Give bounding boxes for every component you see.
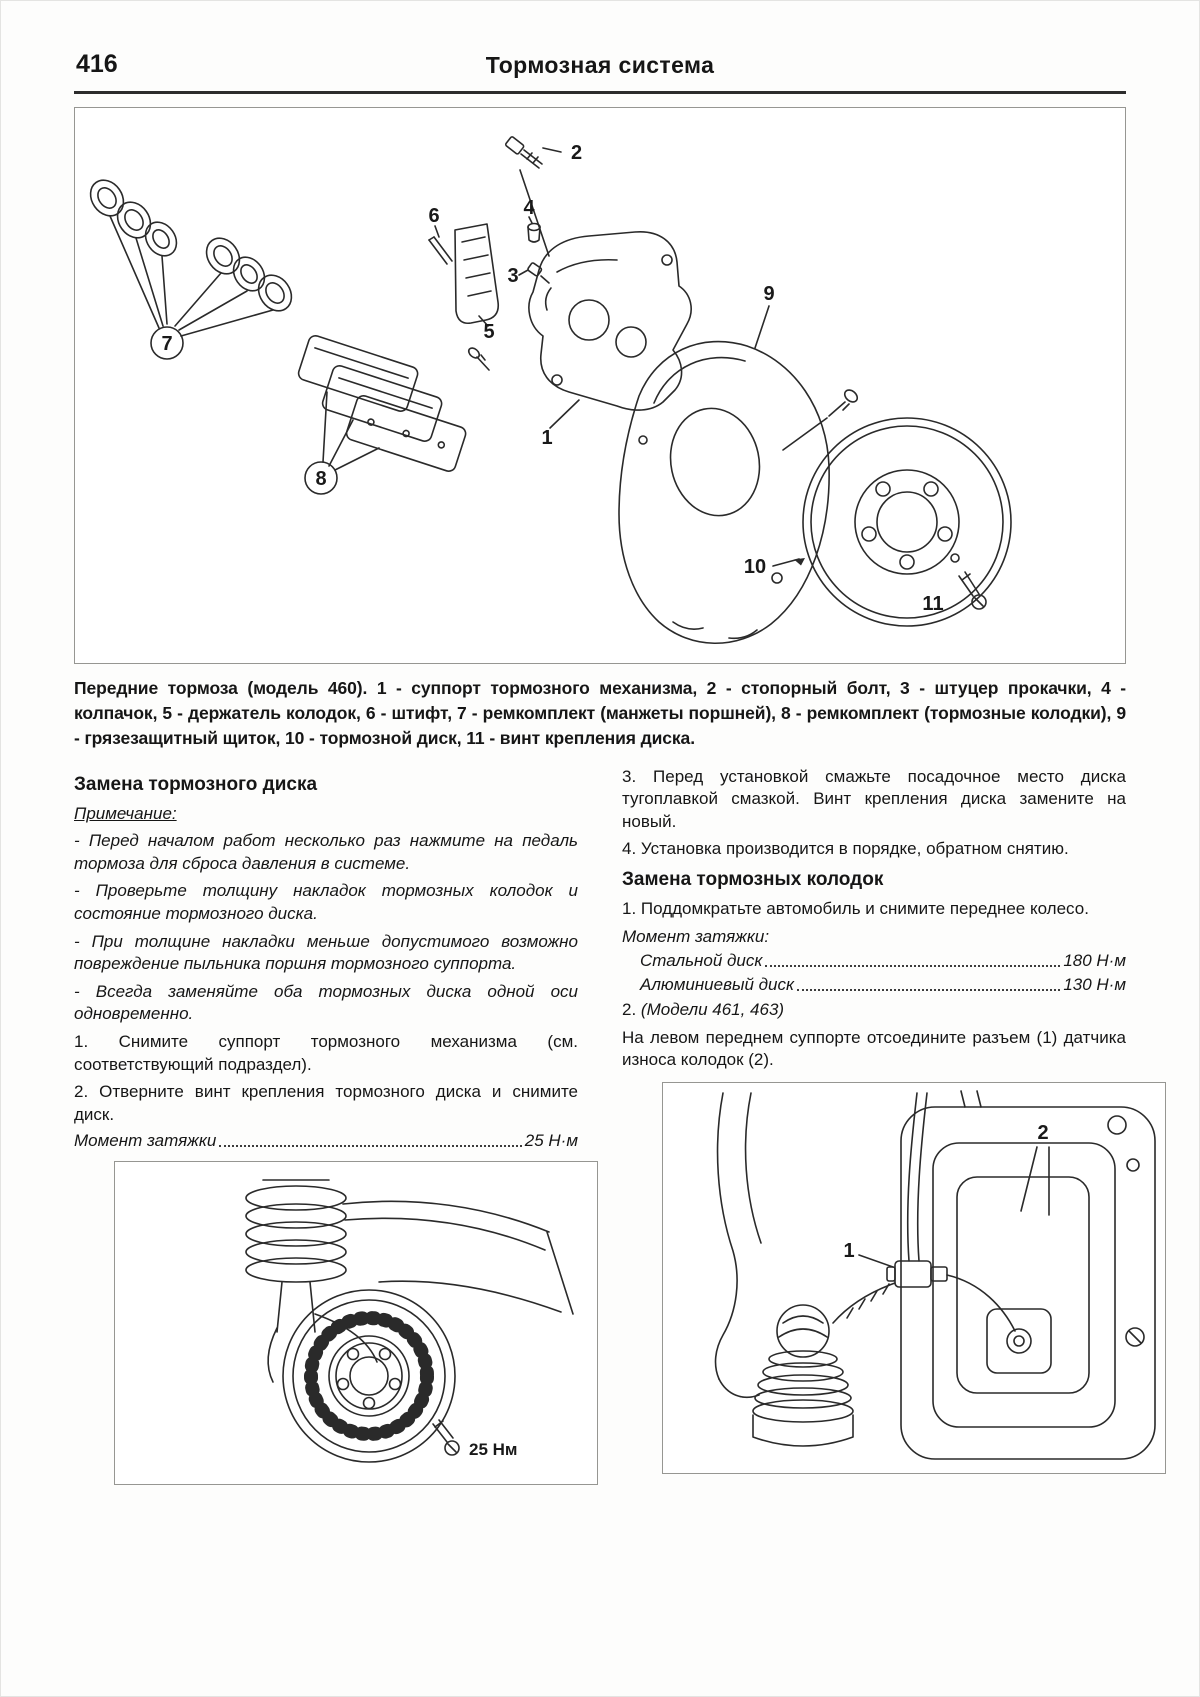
torque-label: Момент затяжки (74, 1131, 217, 1151)
disc-removal-drawing (117, 1164, 595, 1482)
torque-value: 180 Н·м (1063, 951, 1126, 971)
label1-leader (859, 1255, 893, 1267)
coil-spring (246, 1180, 346, 1282)
label2-leader-a (1021, 1147, 1037, 1211)
note-item: - Проверьте толщину накладок тормозных колодок и состояние тормозного диска. (74, 881, 578, 923)
torque-spec-aluminium (622, 975, 1126, 995)
figure1-label-5: 5 (483, 321, 495, 343)
header-rule (74, 91, 1126, 94)
note-item: - Перед началом работ несколько раз нажмите на педаль тормоза для сброса давления в системе. (74, 831, 578, 873)
note-label: Примечание: (74, 803, 177, 823)
two-column-text (74, 766, 1126, 1502)
dot-leader (797, 989, 1060, 991)
page-header (74, 50, 1126, 86)
figure2-torque-label: 25 Нм (469, 1440, 518, 1460)
right-column (622, 766, 1126, 1502)
torque-value: 25 Н·м (524, 1131, 578, 1151)
page-title: Тормозная система (485, 52, 715, 78)
dot-leader (765, 965, 1060, 967)
figure1-label-7: 7 (161, 333, 173, 355)
figure1-label-1: 1 (541, 427, 553, 449)
front-brakes-exploded-drawing (77, 110, 1123, 661)
holder-bolt (467, 346, 489, 370)
wear-sensor-wiring (833, 1093, 1015, 1331)
figure1-label-8: 8 (315, 468, 327, 490)
bleeder-screw (519, 262, 549, 283)
disc-screw (959, 572, 986, 609)
section-heading-pads-replacement: Замена тормозных колодок (622, 868, 884, 890)
figure1-label-9: 9 (763, 283, 775, 305)
figure3-label-1: 1 (843, 1240, 855, 1263)
page-number: 416 (76, 50, 118, 78)
exploded-view-figure (74, 107, 1126, 664)
section-heading-disc-replacement: Замена тормозного диска (74, 773, 318, 795)
figure1-label-11: 11 (922, 593, 944, 615)
step-item: 1. Снимите суппорт тормозного механизма (см. соответствующий подраздел). (74, 1032, 578, 1074)
dot-leader (219, 1145, 521, 1147)
torque-heading: Момент затяжки: (622, 926, 770, 946)
vented-brake-disc (283, 1290, 455, 1462)
splash-shield (619, 306, 829, 643)
step-item: 1. Поддомкратьте автомобиль и снимите переднее колесо. (622, 898, 1089, 918)
step-number: 2. (622, 1000, 637, 1020)
figure1-label-10: 10 (743, 556, 767, 578)
brake-disc (773, 418, 1011, 626)
step-item-models (622, 999, 1126, 1022)
caliper-body (529, 232, 691, 428)
caliper-sensor-figure (662, 1082, 1166, 1474)
caliper-sensor-drawing (665, 1085, 1163, 1471)
step-item: На левом переднем суппорте отсоедините разъем (1) датчика износа колодок (2). (622, 1027, 1126, 1070)
pad-holder (455, 224, 498, 326)
disc-torque-screw (433, 1420, 459, 1455)
caliper-housing (901, 1091, 1155, 1459)
left-column (74, 766, 578, 1502)
step-item: 4. Установка производится в порядке, обратном снятию. (622, 839, 1069, 859)
models-note: (Модели 461, 463) (640, 1000, 785, 1020)
torque-name: Алюминиевый диск (640, 975, 795, 995)
piston-seals-group (84, 174, 298, 359)
figure3-label-2: 2 (1037, 1122, 1049, 1145)
step-item: 3. Перед установкой смажьте посадочное место диска тугоплавкой смазкой. Винт крепления диска замените на новый. (622, 766, 1126, 831)
rubber-boot (753, 1305, 853, 1446)
figure1-label-2: 2 (571, 142, 583, 164)
torque-value: 130 Н·м (1063, 975, 1126, 995)
disc-removal-figure (114, 1161, 598, 1485)
steering-knuckle-arm (716, 1093, 761, 1397)
step-item: 2. Отверните винт крепления тормозного диска и снимите диск. (74, 1082, 578, 1124)
figure1-label-4: 4 (523, 197, 535, 219)
note-item: - При толщине накладки меньше допустимого возможно повреждение пыльника поршня тормозного суппорта. (74, 931, 578, 974)
torque-name: Стальной диск (640, 951, 763, 971)
note-item: - Всегда заменяйте оба тормозных диска одной оси одновременно. (74, 981, 578, 1024)
pad-pin (429, 226, 452, 264)
figure-caption: Передние тормоза (модель 460). 1 - суппорт тормозного механизма, 2 - стопорный болт, 3 - штуцер прокачки, 4 - колпачок, 5 - держатель колодок, 6 - штифт, 7 - ремкомплект (манжеты поршней), 8 - ремкомплект (тормозные колодки), 9 - грязезащитный щиток, 10 - тормозной диск, 11 - винт крепления диска. (74, 678, 1126, 748)
figure1-label-6: 6 (428, 205, 440, 227)
bleeder-cap (528, 217, 540, 242)
shield-bolt (783, 388, 860, 450)
torque-spec (74, 1131, 578, 1151)
torque-spec-steel (622, 951, 1126, 971)
figure1-label-3: 3 (507, 265, 519, 287)
